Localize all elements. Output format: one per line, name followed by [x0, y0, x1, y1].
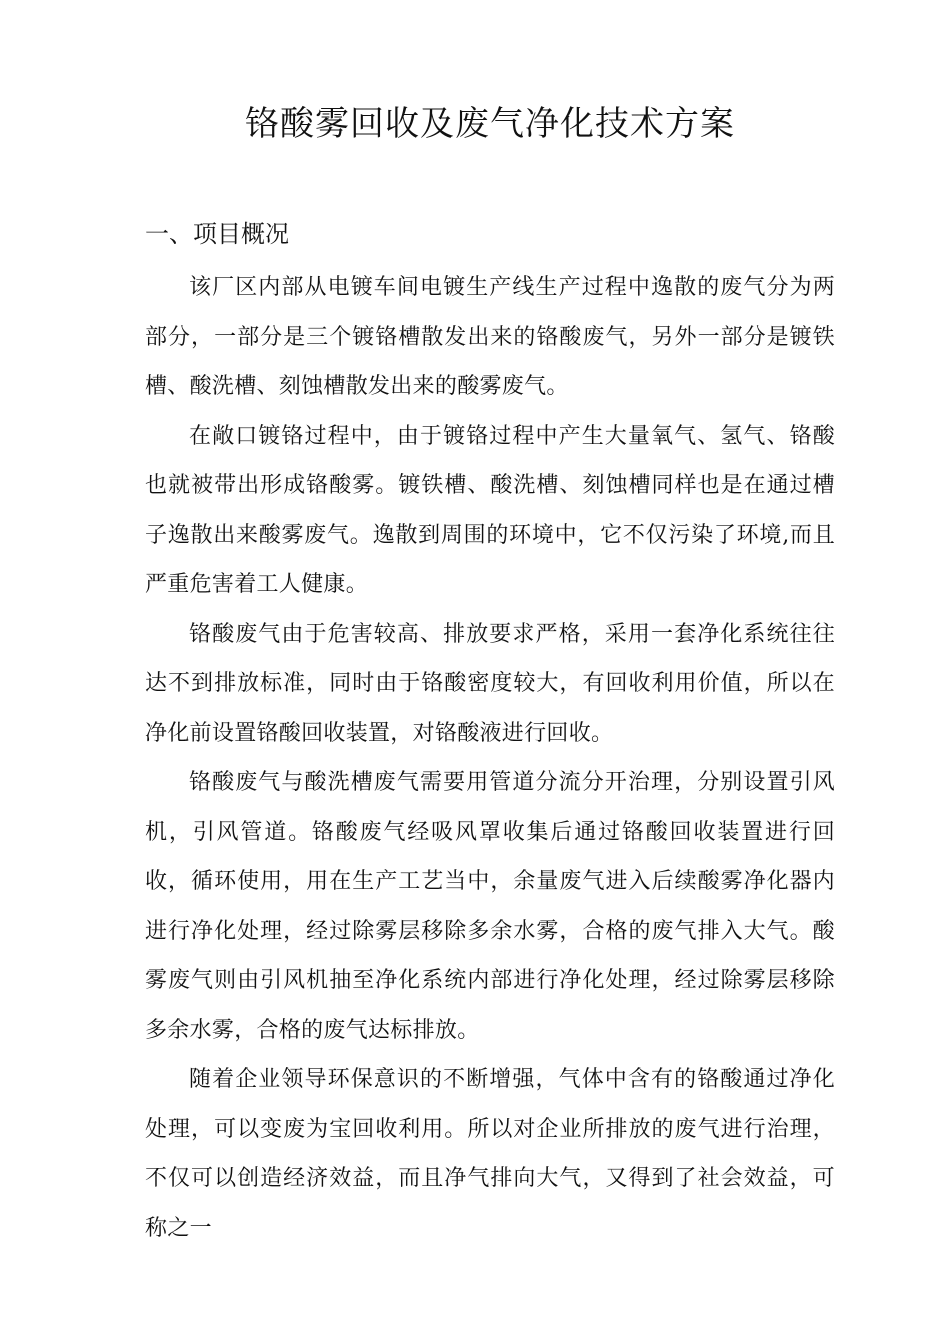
paragraph-2: 在敞口镀铬过程中，由于镀铬过程中产生大量氧气、氢气、铬酸也就被带出形成铬酸雾。镀铁槽、酸洗槽、刻蚀槽同样也是在通过槽子逸散出来酸雾废气。逸散到周围的环境中，它不仅污染了环境,而且严重危害着工人健康。 — [145, 423, 835, 597]
section-heading: 一、项目概况 — [145, 220, 289, 248]
paragraph-4: 铬酸废气与酸洗槽废气需要用管道分流分开治理，分别设置引风机，引风管道。铬酸废气经吸风罩收集后通过铬酸回收装置进行回收，循环使用，用在生产工艺当中，余量废气进入后续酸雾净化器内进行净化处理，经过除雾层移除多余水雾，合格的废气排入大气。酸雾废气则由引风机抽至净化系统内部进行净化处理，经过除雾层移除多余水雾，合格的废气达标排放。 — [145, 770, 835, 1043]
paragraph-1: 该厂区内部从电镀车间电镀生产线生产过程中逸散的废气分为两部分，一部分是三个镀铬槽散发出来的铬酸废气，另外一部分是镀铁槽、酸洗槽、刻蚀槽散发出来的酸雾废气。 — [145, 275, 835, 399]
document-title: 铬酸雾回收及废气净化技术方案 — [245, 104, 735, 144]
paragraph-5: 随着企业领导环保意识的不断增强，气体中含有的铬酸通过净化处理，可以变废为宝回收利用。所以对企业所排放的废气进行治理，不仅可以创造经济效益，而且净气排向大气，又得到了社会效益，可称之一 — [145, 1067, 835, 1241]
paragraph-3: 铬酸废气由于危害较高、排放要求严格，采用一套净化系统往往达不到排放标准，同时由于铬酸密度较大，有回收利用价值，所以在净化前设置铬酸回收装置，对铬酸液进行回收。 — [145, 621, 835, 746]
body-text — [145, 263, 835, 1253]
